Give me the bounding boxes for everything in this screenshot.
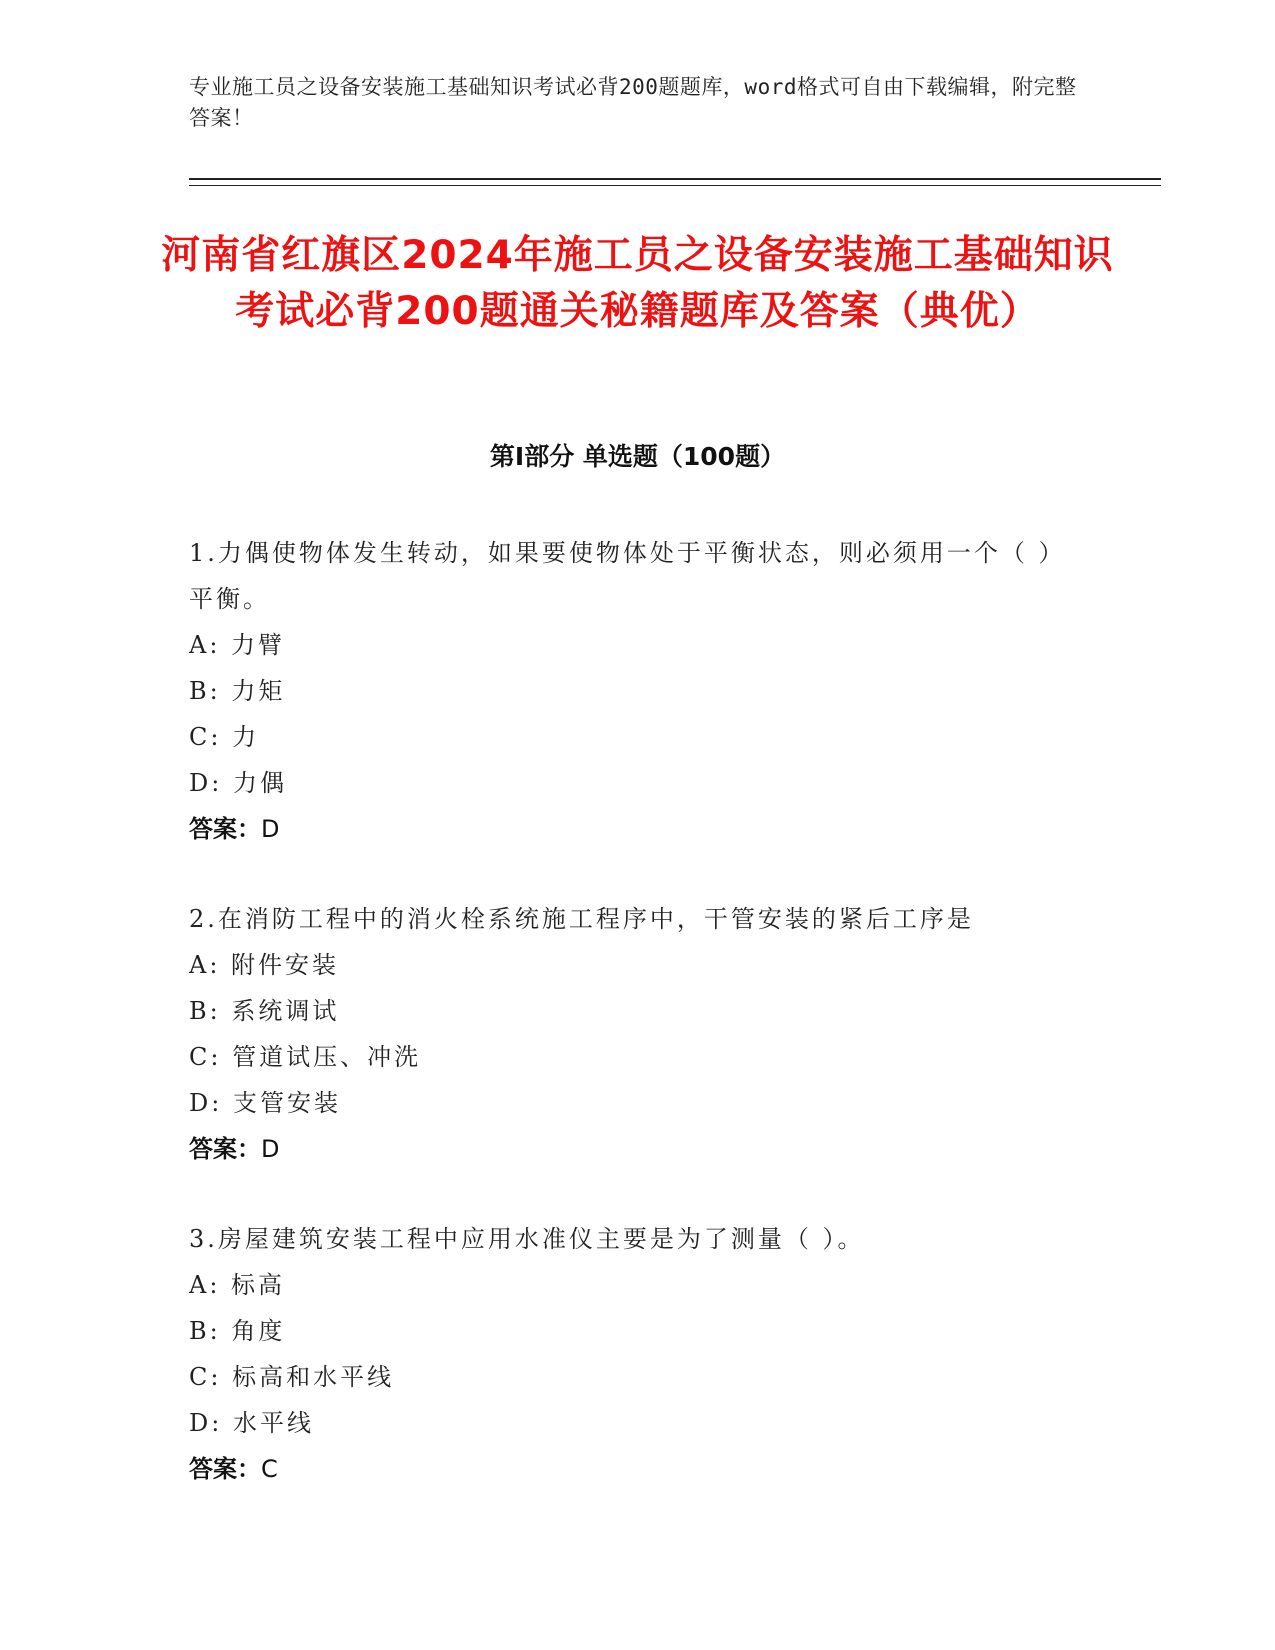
answer-line [189, 1446, 1089, 1492]
question-item [189, 530, 1089, 852]
option-a: A: 力臂 [189, 631, 286, 659]
question-item [189, 1216, 1089, 1492]
answer-value: C [261, 1455, 278, 1483]
option-d: D: 力偶 [189, 769, 287, 797]
question-stem: 1.力偶使物体发生转动，如果要使物体处于平衡状态，则必须用一个（ ）平衡。 [189, 539, 1066, 613]
header-note: 专业施工员之设备安装施工基础知识考试必背200题题库，word格式可自由下载编辑，附完整答案！ [189, 75, 1077, 130]
option-c: C: 标高和水平线 [189, 1363, 395, 1391]
answer-value: D [261, 815, 280, 843]
section-title: 第Ⅰ部分 单选题（100题） [489, 442, 786, 471]
answer-label: 答案： [189, 1135, 261, 1163]
option-c: C: 力 [189, 723, 260, 751]
answer-line [189, 1126, 1089, 1172]
option-d: D: 支管安装 [189, 1089, 341, 1117]
option-c: C: 管道试压、冲洗 [189, 1043, 422, 1071]
option-a: A: 附件安装 [189, 951, 340, 979]
option-b: B: 系统调试 [189, 997, 340, 1025]
option-d: D: 水平线 [189, 1409, 314, 1437]
option-a: A: 标高 [189, 1271, 286, 1299]
question-stem: 3.房屋建筑安装工程中应用水准仪主要是为了测量（ ）。 [189, 1225, 865, 1253]
option-b: B: 力矩 [189, 677, 286, 705]
header-rule-thin [189, 185, 1161, 186]
answer-value: D [261, 1135, 280, 1163]
question-item [189, 896, 1089, 1172]
document-title: 河南省红旗区2024年施工员之设备安装施工基础知识考试必背200题通关秘籍题库及答案（典优） [161, 233, 1114, 334]
question-list [189, 530, 1089, 1536]
answer-line [189, 806, 1089, 852]
answer-label: 答案： [189, 1455, 261, 1483]
question-stem: 2.在消防工程中的消火栓系统施工程序中，干管安装的紧后工序是 [189, 905, 974, 933]
answer-label: 答案： [189, 815, 261, 843]
header-rule [189, 178, 1161, 180]
option-b: B: 角度 [189, 1317, 286, 1345]
